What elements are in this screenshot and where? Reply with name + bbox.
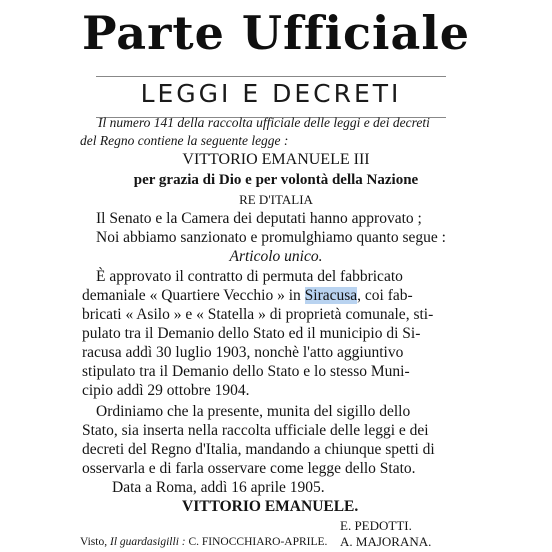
- visto-role: Il guardasigilli :: [109, 536, 186, 548]
- order-line: decreti del Regno d'Italia, mandando a chiunque spetti di: [82, 441, 435, 458]
- body-line: pulato tra il Demanio dello Stato ed il municipio di Si-: [82, 325, 421, 342]
- countersignature: A. MAJORANA.: [340, 534, 432, 549]
- date-line: Data a Roma, addì 16 aprile 1905.: [112, 479, 325, 496]
- visto-name: C. FINOCCHIARO-APRILE.: [188, 536, 328, 548]
- article-heading: Articolo unico.: [229, 248, 323, 265]
- order-line: osservarla e di farla osservare come legge dello Stato.: [82, 460, 416, 477]
- body-line: cipio addì 29 ottobre 1904.: [82, 382, 250, 399]
- body-line: bricati « Asilo » e « Statella » di proprietà comunale, sti-: [82, 306, 434, 323]
- body-line: racusa addì 30 luglio 1903, nonchè l'atto aggiuntivo: [82, 344, 404, 361]
- intro-line: Il numero 141 della raccolta ufficiale delle leggi e dei decreti: [98, 115, 430, 130]
- body-text: demaniale « Quartiere Vecchio » in: [82, 287, 305, 304]
- grace-line: per grazia di Dio e per volontà della Nazione: [133, 172, 419, 188]
- masthead-title: Parte Ufficiale: [81, 6, 471, 60]
- preamble-line: Noi abbiamo sanzionato e promulghiamo quanto segue :: [96, 229, 446, 246]
- highlighted-word: Siracusa: [304, 287, 358, 304]
- royal-title: RE D'ITALIA: [239, 192, 313, 207]
- body-line: [82, 286, 413, 306]
- countersignature: E. PEDOTTI.: [340, 518, 412, 533]
- preamble-line: Il Senato e la Camera dei deputati hanno approvato ;: [96, 210, 422, 227]
- order-line: Ordiniamo che la presente, munita del sigillo dello: [96, 403, 411, 420]
- visto-prefix: Visto,: [80, 536, 108, 548]
- section-title: LEGGI E DECRETI: [140, 79, 402, 108]
- body-line: È approvato il contratto di permuta del fabbricato: [96, 268, 403, 285]
- section-header: [96, 76, 446, 118]
- intro-line: del Regno contiene la seguente legge :: [80, 133, 289, 148]
- body-text: , coi fab-: [357, 287, 413, 304]
- signature: VITTORIO EMANUELE.: [182, 498, 359, 515]
- visto-line: [80, 532, 327, 552]
- body-line: stipulato tra il Demanio dello Stato e lo stesso Muni-: [82, 363, 410, 380]
- king-name: VITTORIO EMANUELE III: [182, 151, 370, 168]
- order-line: Stato, sia inserta nella raccolta ufficiale delle leggi e dei: [82, 422, 429, 439]
